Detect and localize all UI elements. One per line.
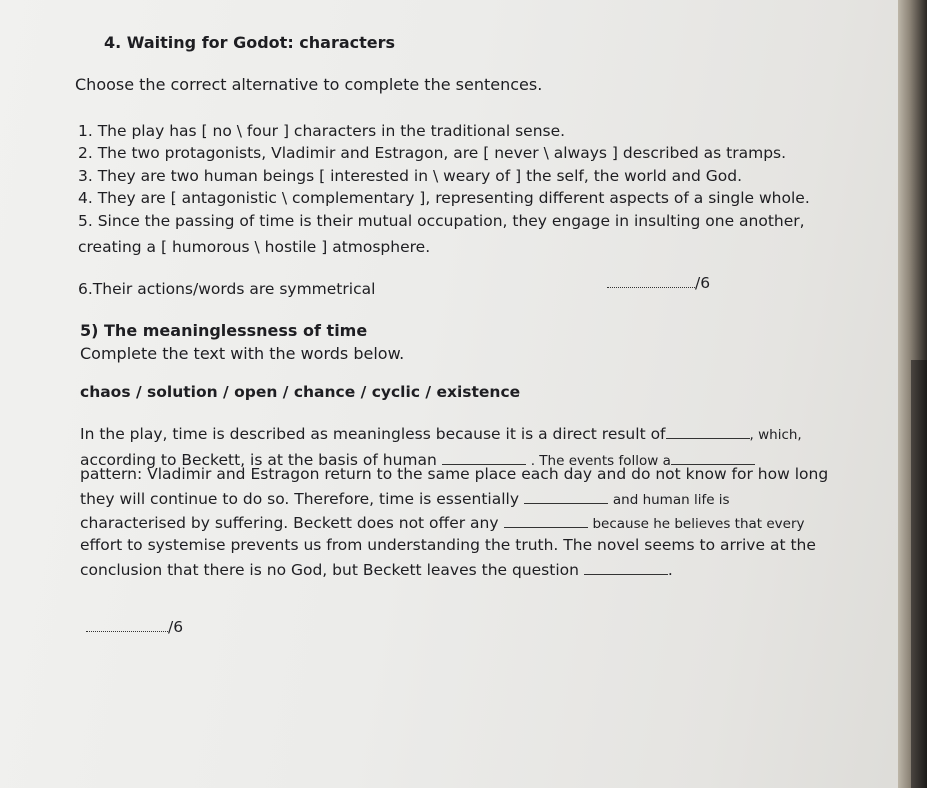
score-blank-2[interactable] <box>86 619 168 632</box>
sentence-3: 3. They are two human beings [ interested in \ weary of ] the self, the world and God. <box>78 167 743 185</box>
sentence-6: 6.Their actions/words are symmetrical <box>78 280 376 298</box>
score-blank[interactable] <box>607 275 695 288</box>
sentence-1: 1. The play has [ no \ four ] characters in the traditional sense. <box>78 122 566 140</box>
section-5-heading: 5) The meaninglessness of time <box>80 321 368 340</box>
sentence-5-continued: creating a [ humorous \ hostile ] atmosphere. <box>78 238 431 256</box>
section-4-instruction: Choose the correct alternative to complete the sentences. <box>75 75 543 94</box>
section-4-score-label: /6 <box>695 274 711 292</box>
text-line-1: In the play, time is described as meaningless because it is a direct result of , which, <box>80 425 802 443</box>
text-line-5: characterised by suffering. Beckett does not offer any because he believes that every <box>80 514 805 532</box>
sentence-4: 4. They are [ antagonistic \ complementary ], representing different aspects of a single whole. <box>78 189 810 207</box>
blank-6[interactable] <box>584 562 668 575</box>
word-bank: chaos / solution / open / chance / cyclic / existence <box>80 383 521 401</box>
blank-4[interactable] <box>524 491 608 504</box>
section-5-score <box>86 618 183 636</box>
blank-1[interactable] <box>666 426 750 439</box>
text-line-4: they will continue to do so. Therefore, time is essentially and human life is <box>80 490 730 508</box>
section-4-score <box>607 274 710 292</box>
sentence-2: 2. The two protagonists, Vladimir and Estragon, are [ never \ always ] described as tramps. <box>78 144 787 162</box>
text-line-7: conclusion that there is no God, but Beckett leaves the question . <box>80 561 673 579</box>
section-4-heading: 4. Waiting for Godot: characters <box>104 33 396 52</box>
text-line-2: according to Beckett, is at the basis of human . The events follow a <box>80 451 755 470</box>
section-5-score-label: /6 <box>168 618 184 636</box>
text-line-6: effort to systemise prevents us from understanding the truth. The novel seems to arrive at the <box>80 536 816 554</box>
blank-3[interactable] <box>671 452 755 465</box>
section-5-instruction: Complete the text with the words below. <box>80 344 405 363</box>
sentence-5: 5. Since the passing of time is their mutual occupation, they engage in insulting one another, <box>78 212 805 230</box>
blank-5[interactable] <box>504 515 588 528</box>
blank-2[interactable] <box>442 452 526 465</box>
text-line-3-text: pattern: Vladimir and Estragon return to the same place each day and do not know for how long <box>80 465 829 483</box>
binder-edge <box>898 0 927 788</box>
